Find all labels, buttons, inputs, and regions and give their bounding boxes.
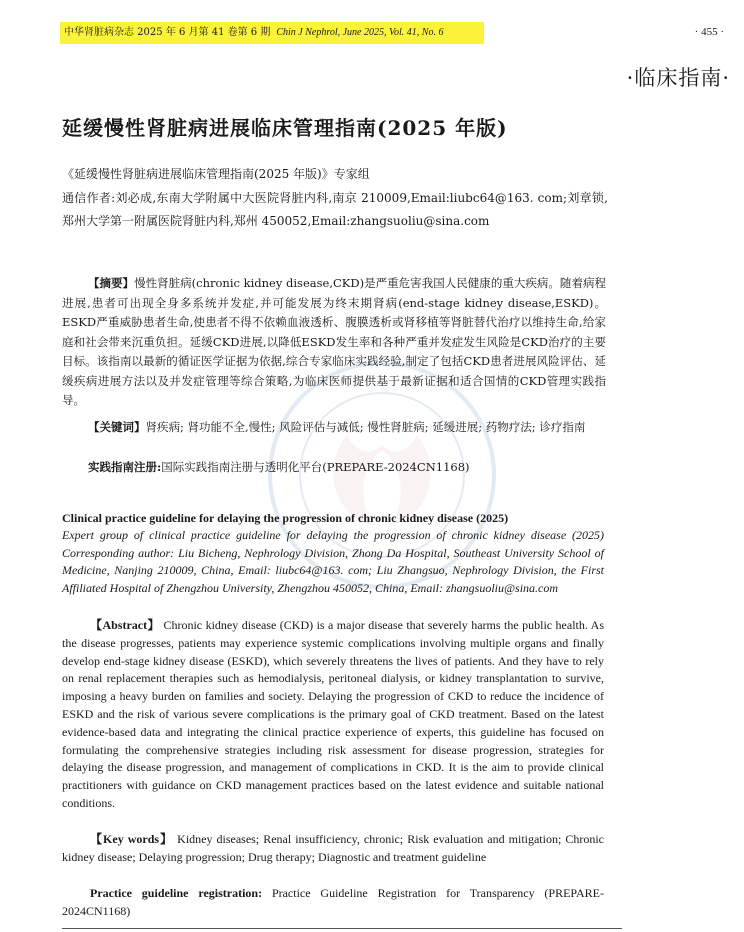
article-title-cn: 延缓慢性肾脏病进展临床管理指南(2025 年版) <box>62 116 508 140</box>
registration-text-cn: 国际实践指南注册与透明化平台(PREPARE-2024CN1168) <box>161 460 470 474</box>
abstract-text-en: Chronic kidney disease (CKD) is a major disease that severely harms the public health. As the disease progresses, patients may experience systemic complications involving multiple organs and finally develop end-stage kidney disease (ESKD), which severely threatens the lives of patients. And they have to rely on renal replacement therapies such as hemodialysis, peritoneal dialysis, or kidney transplantation to survive, imposing a heavy burden on families and society. Delaying the progression of CKD to reduce the incidence of ESKD and the risk of various severe complications is the primary goal of CKD treatment. Based on the latest evidence-based data and integrating the clinical practice experience of experts, this guideline has focused on formulating the comprehensive strategies including risk assessment for disease progression, strategies for delaying the disease progression, and management of complications in CKD. It is the aim to provide clinical practitioners with guidance on CKD management practices based on the latest evidence and suitable national conditions. <box>62 618 604 810</box>
journal-citation-cn: 中华肾脏病杂志 2025 年 6 月第 41 卷第 6 期 <box>64 27 271 38</box>
abstract-text-cn: 慢性肾脏病(chronic kidney disease,CKD)是严重危害我国人民健康的重大疾病。随着病程进展,患者可出现全身多系统并发症,并可能发展为终末期肾病(end-stage kidney disease,ESKD)。ESKD严重威胁患者生命,使患者不得不依赖血液透析、腹膜透析或肾移植等肾脏替代治疗以维持生命,给家庭和社会带来沉重负担。延缓CKD进展,以降低ESKD发生率和各种严重并发症发生风险是CKD治疗的主要目标。该指南以最新的循证医学证据为依据,综合专家临床实践经验,制定了包括CKD患者进展风险评估、延缓疾病进展方法以及并发症管理等综合策略,为临床医师提供基于最新证据和适合国情的CKD管理实践指导。 <box>62 276 606 407</box>
section-tag: ·临床指南· <box>626 66 730 90</box>
abstract-label-cn: 【摘要】 <box>88 276 135 290</box>
registration-en <box>62 885 604 921</box>
corresponding-author-cn: 通信作者:刘必成,东南大学附属中大医院肾脏内科,南京 210009,Email:liubc64@163. com;刘章锁,郑州大学第一附属医院肾脏内科,郑州 450052,Email:zhangsuoliu@sina.com <box>62 190 608 228</box>
registration-cn <box>62 458 606 478</box>
author-block-cn <box>62 163 608 234</box>
abstract-label-en: 【Abstract】 <box>90 618 161 632</box>
abstract-cn <box>62 274 606 411</box>
footer-rule <box>62 928 622 929</box>
registration-text-en: Practice Guideline Registration for Transparency (PREPARE-2024CN1168) <box>62 886 604 918</box>
keywords-cn <box>62 418 606 438</box>
keywords-text-en: Kidney diseases; Renal insufficiency, chronic; Risk evaluation and mitigation; Chronic kidney disease; Delaying progression; Drug therapy; Diagnostic and treatment guideline <box>62 832 605 864</box>
keywords-en <box>62 831 604 867</box>
page-number: · 455 · <box>694 26 724 38</box>
article-title-en: Clinical practice guideline for delaying the progression of chronic kidney disease (2025) <box>62 511 509 525</box>
expert-group-cn: 《延缓慢性肾脏病进展临床管理指南(2025 年版)》专家组 <box>62 167 370 181</box>
abstract-en <box>62 617 604 813</box>
journal-header <box>60 22 484 44</box>
keywords-label-cn: 【关键词】 <box>88 420 146 434</box>
author-block-en: Expert group of clinical practice guideline for delaying the progression of chronic kidney disease (2025) Corresponding author: Liu Bicheng, Nephrology Division, Zhong Da Hospital, Southeast University School of Medicine, Nanjing 210009, China, Email: liubc64@163. com; Liu Zhangsuo, Nephrology Division, the First Affiliated Hospital of Zhengzhou University, Zhengzhou 450052, China, Email: zhangsuoliu@sina.com <box>62 528 604 595</box>
keywords-label-en: 【Key words】 <box>90 832 174 846</box>
journal-citation-en: Chin J Nephrol, June 2025, Vol. 41, No. 6 <box>276 27 444 38</box>
registration-label-en: Practice guideline registration: <box>90 886 263 900</box>
registration-label-cn: 实践指南注册: <box>88 460 162 474</box>
keywords-text-cn: 肾疾病; 肾功能不全,慢性; 风险评估与减低; 慢性肾脏病; 延缓进展; 药物疗法; 诊疗指南 <box>145 420 586 434</box>
